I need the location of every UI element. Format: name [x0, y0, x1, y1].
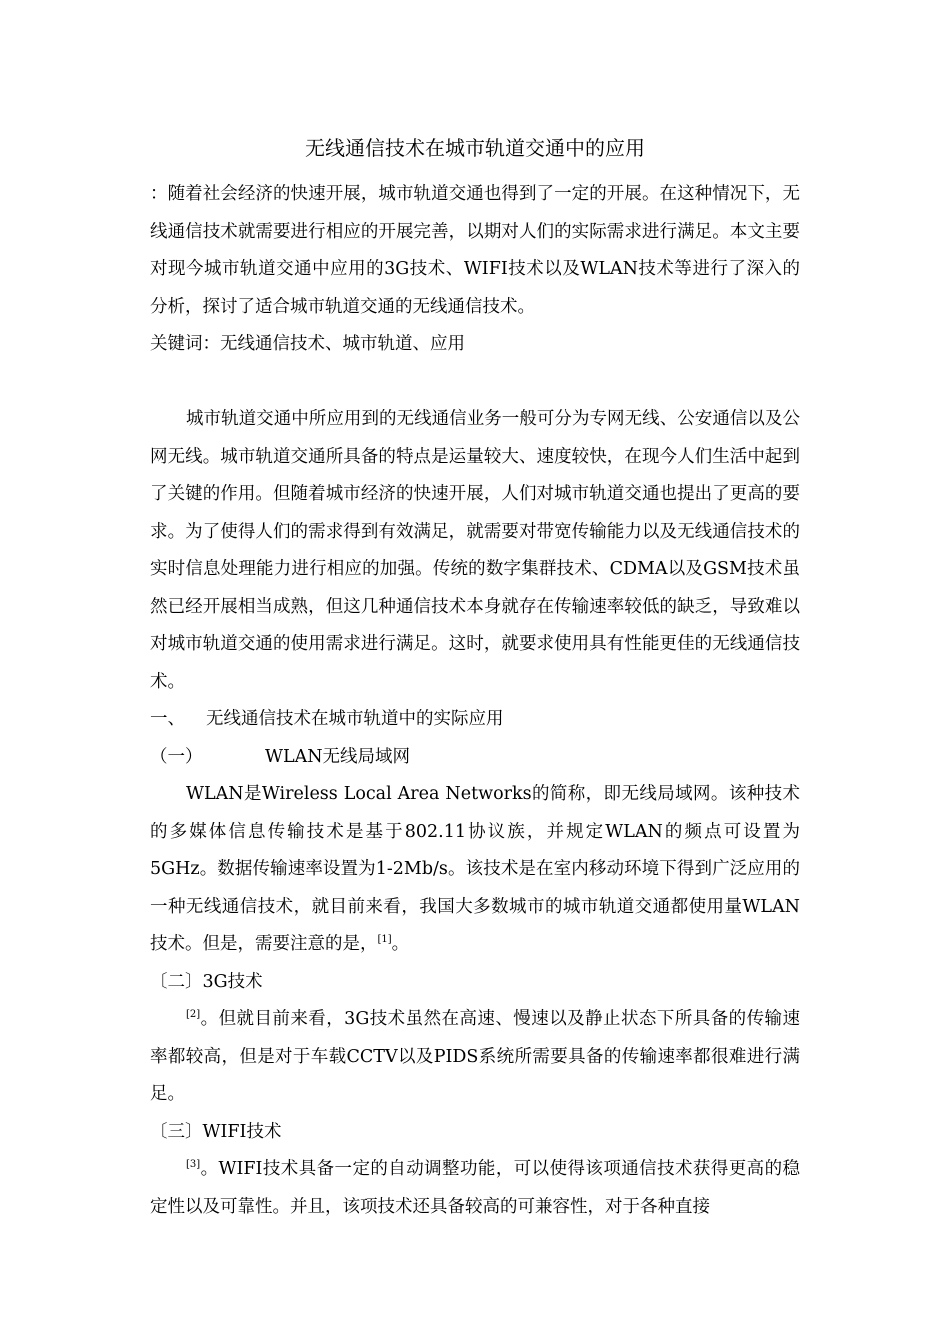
- wlan-tail: 。: [391, 934, 410, 954]
- section-heading: [150, 701, 800, 739]
- intro-paragraph: 城市轨道交通中所应用到的无线通信业务一般可分为专网无线、公安通信以及公网无线。城市轨道交通所具备的特点是运量较大、速度较快，在现今人们生活中起到了关键的作用。但随着城市经济的快速开展，人们对城市轨道交通也提出了更高的要求。为了使得人们的需求得到有效满足，就需要对带宽传输能力以及无线通信技术的实时信息处理能力进行相应的加强。传统的数字集群技术、CDMA以及GSM技术虽然已经开展相当成熟，但这几种通信技术本身就存在传输速率较低的缺乏，导致难以对城市轨道交通的使用需求进行满足。这时，就要求使用具有性能更佳的无线通信技术。: [150, 409, 800, 692]
- citation-ref: [1]: [377, 934, 392, 945]
- document-title: 无线通信技术在城市轨道交通中的应用: [305, 136, 645, 160]
- blank-line: [150, 364, 800, 402]
- subsection-heading-wifi: 〔三〕WIFI技术: [150, 1121, 282, 1142]
- 3g-paragraph: [150, 1001, 800, 1114]
- wlan-body: WLAN是Wireless Local Area Networks的简称，即无线局域网。该种技术的多媒体信息传输技术是基于802.11协议族，并规定WLAN的频点可设置为5GHz。数据传输速率设置为1-2Mb/s。该技术是在室内移动环境下得到广泛应用的一种无线通信技术，就目前来看，我国大多数城市的城市轨道交通都使用量WLAN技术。但是，需要注意的是，: [150, 784, 800, 954]
- citation-ref: [2]: [186, 1009, 201, 1020]
- abstract-paragraph: ：随着社会经济的快速开展，城市轨道交通也得到了一定的开展。在这种情况下，无线通信技术就需要进行相应的开展完善，以期对人们的实际需求进行满足。本文主要对现今城市轨道交通中应用的3G技术、WIFI技术以及WLAN技术等进行了深入的分析，探讨了适合城市轨道交通的无线通信技术。: [150, 184, 800, 317]
- wifi-paragraph: [150, 1151, 800, 1226]
- subsection-title: WLAN无线局域网: [265, 746, 411, 767]
- subsection-heading-3g: 〔二〕3G技术: [150, 971, 263, 992]
- keywords-line: 关键词：无线通信技术、城市轨道、应用: [150, 334, 465, 354]
- section-number: 一、: [150, 709, 185, 729]
- wifi-body: 。WIFI技术具备一定的自动调整功能，可以使得该项通信技术获得更高的稳定性以及可靠性。并且，该项技术还具备较高的可兼容性，对于各种直接: [150, 1159, 800, 1217]
- section-title: 无线通信技术在城市轨道中的实际应用: [206, 709, 504, 729]
- wlan-paragraph: [150, 776, 800, 964]
- 3g-body: 。但就目前来看，3G技术虽然在高速、慢速以及静止状态下所具备的传输速率都较高，但是对于车载CCTV以及PIDS系统所需要具备的传输速率都很难进行满足。: [150, 1009, 800, 1104]
- subsection-number: （一）: [150, 746, 203, 767]
- subsection-heading-wlan: [150, 739, 800, 777]
- citation-ref: [3]: [186, 1159, 201, 1170]
